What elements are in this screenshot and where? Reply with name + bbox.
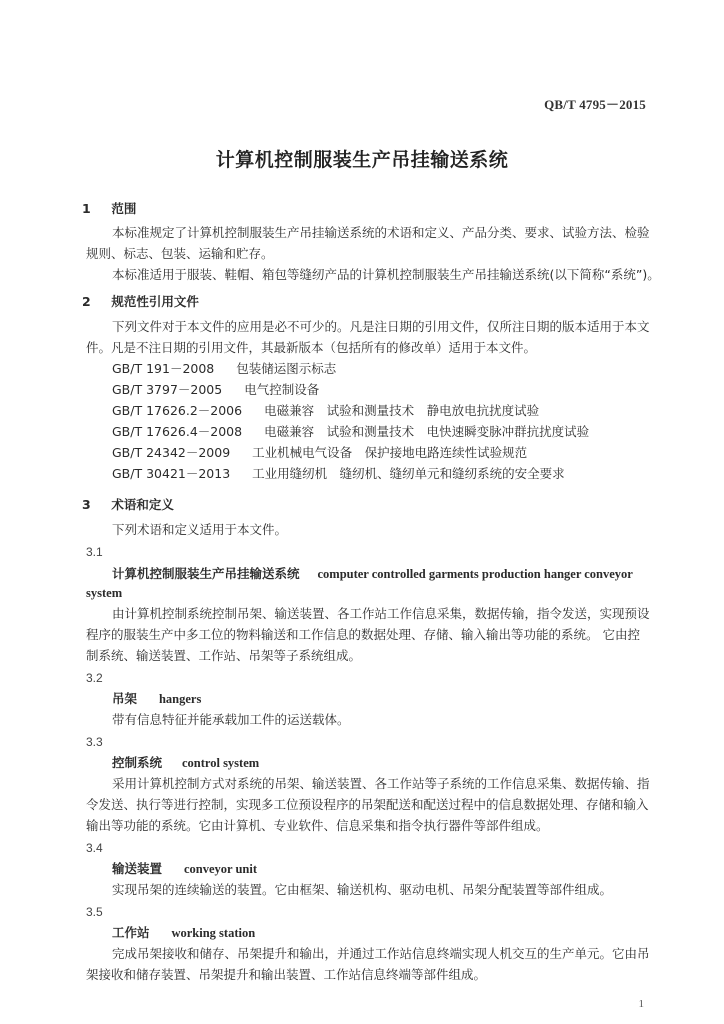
term-definition-line: 令发送、执行等进行控制，实现多工位预设程序的吊架配送和配送过程中的信息数据处理、存储和输入 [86,797,649,812]
term-english: hangers [158,692,202,706]
term-definition-line: 由计算机控制系统控制吊架、输送装置、各工作站工作信息采集，数据传输，指令发送，实现预设 [112,606,650,621]
reference-item [112,382,319,398]
section-3-heading [82,497,174,513]
term-english: computer controlled garments production hanger conveyor [317,567,633,581]
section-1-title: 范围 [111,201,137,216]
clause-number: 3.4 [86,841,103,855]
section-3-intro: 下列术语和定义适用于本文件。 [112,522,288,537]
term-heading [112,566,633,582]
section-3-number: 3 [82,497,91,512]
clause-number: 3.2 [86,671,103,685]
reference-item [112,424,589,440]
term-heading [112,925,255,941]
reference-item [112,403,539,419]
term-chinese: 工作站 [112,925,150,940]
clause-number: 3.1 [86,545,103,559]
section-3-title: 术语和定义 [111,497,174,512]
reference-item [112,445,527,461]
reference-title: 电磁兼容 试验和测量技术 电快速瞬变脉冲群抗扰度试验 [264,424,590,439]
reference-title: 包装储运图示标志 [236,361,337,376]
term-heading [112,755,259,771]
reference-code: GB/T 17626.2－2006 [112,403,243,418]
page-number: 1 [638,998,644,1010]
term-definition-line: 完成吊架接收和储存、吊架提升和输出，并通过工作站信息终端实现人机交互的生产单元。它由吊 [112,946,650,961]
reference-item [112,361,336,377]
term-definition-line: 输出等功能的系统。它由计算机、专业软件、信息采集和指令执行器件等部件组成。 [86,818,549,833]
term-english-continued: system [86,586,123,600]
term-english: conveyor unit [183,862,258,876]
section-2-number: 2 [82,294,91,309]
document-title: 计算机控制服装生产吊挂输送系统 [215,149,509,171]
section-1-paragraph-2: 本标准适用于服装、鞋帽、箱包等缝纫产品的计算机控制服装生产吊挂输送系统(以下简称“系统”)。 [112,267,660,282]
term-chinese: 输送装置 [112,861,163,876]
term-definition-line: 制系统、输送装置、工作站、吊架等子系统组成。 [86,648,362,663]
reference-code: GB/T 24342－2009 [112,445,231,460]
reference-title: 工业用缝纫机 缝纫机、缝纫单元和缝纫系统的安全要求 [252,466,565,481]
term-chinese: 控制系统 [112,755,163,770]
term-definition-line: 带有信息特征并能承载加工件的运送载体。 [112,712,350,727]
clause-number: 3.5 [86,905,103,919]
term-definition-line: 架接收和储存装置、吊架提升和输出装置、工作站信息终端等部件组成。 [86,967,487,982]
term-definition-line: 采用计算机控制方式对系统的吊架、输送装置、各工作站等子系统的工作信息采集、数据传输、指 [112,776,650,791]
section-1-paragraph-1-line-2: 规则、标志、包装、运输和贮存。 [86,246,274,261]
section-2-title: 规范性引用文件 [111,294,199,309]
reference-code: GB/T 3797－2005 [112,382,223,397]
term-english: working station [171,926,256,940]
term-definition-line: 实现吊架的连续输送的装置。它由框架、输送机构、驱动电机、吊架分配装置等部件组成。 [112,882,613,897]
clause-number: 3.3 [86,735,103,749]
section-1-number: 1 [82,201,91,216]
term-heading [112,691,201,707]
term-heading [112,861,257,877]
reference-code: GB/T 191－2008 [112,361,215,376]
reference-title: 电气控制设备 [244,382,320,397]
term-chinese: 吊架 [112,691,138,706]
reference-code: GB/T 30421－2013 [112,466,231,481]
section-1-heading [82,201,136,217]
section-1-paragraph-1-line-1: 本标准规定了计算机控制服装生产吊挂输送系统的术语和定义、产品分类、要求、试验方法、检验 [112,225,650,240]
section-2-intro-line-2: 件。凡是不注日期的引用文件，其最新版本（包括所有的修改单）适用于本文件。 [86,340,537,355]
reference-title: 电磁兼容 试验和测量技术 静电放电抗扰度试验 [264,403,540,418]
term-chinese: 计算机控制服装生产吊挂输送系统 [112,566,300,581]
standard-code: QB/T 4795－2015 [544,97,646,112]
section-2-heading [82,294,199,310]
term-english: control system [181,756,260,770]
section-2-intro-line-1: 下列文件对于本文件的应用是必不可少的。凡是注日期的引用文件，仅所注日期的版本适用于本文 [112,319,650,334]
reference-title: 工业机械电气设备 保护接地电路连续性试验规范 [252,445,528,460]
reference-code: GB/T 17626.4－2008 [112,424,243,439]
reference-item [112,466,565,482]
term-definition-line: 程序的服装生产中多工位的物料输送和工作信息的数据处理、存储、输入输出等功能的系统。 它由控 [86,627,640,642]
